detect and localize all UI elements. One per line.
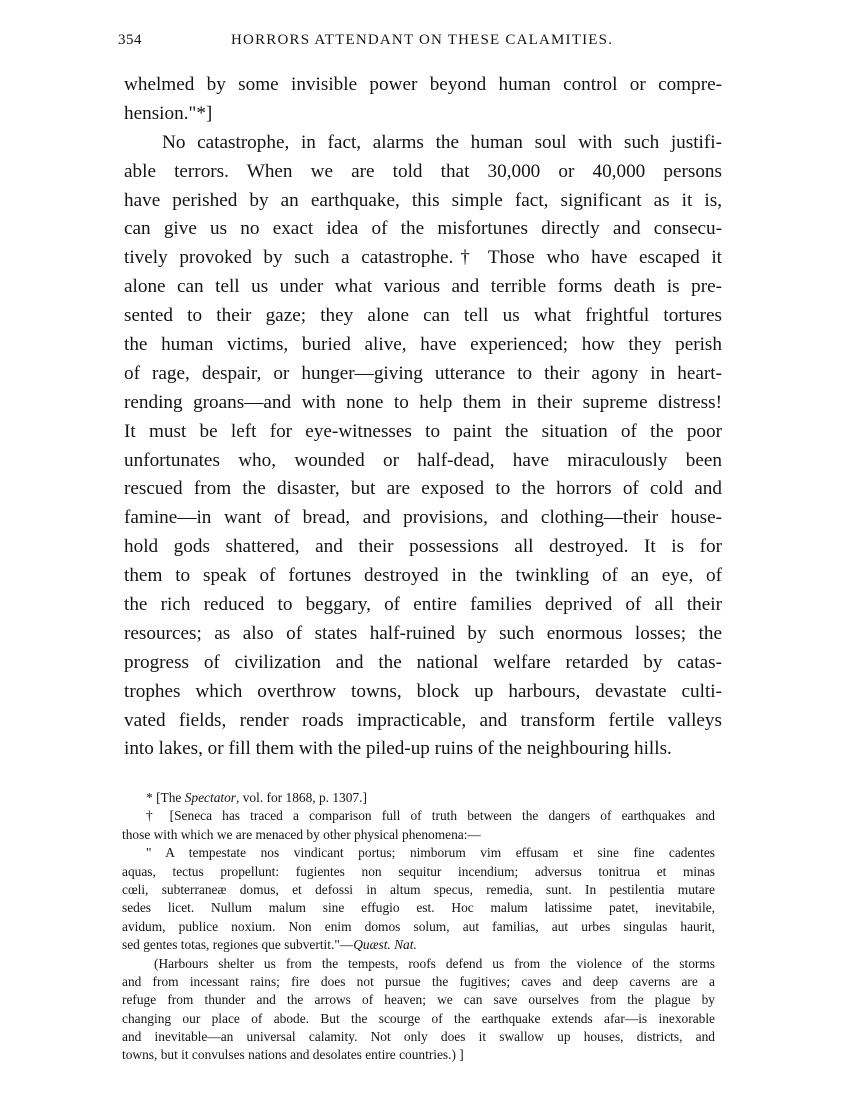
body-line: them to speak of fortunes destroyed in the twinkling of an eye, of [124,565,722,587]
body-line: the human victims, buried alive, have experienced; how they perish [124,334,722,356]
latin-quote-line: avidum, publice noxium. Non enim domos solum, aut familias, aut urbes singulas haurit, [122,918,715,934]
body-line: into lakes, or fill them with the piled-up ruins of the neighbouring hills. [124,738,672,760]
latin-quote-line: sedes licet. Nullum malum sine effugio est. Hoc malum latissime patet, inevitabile, [122,900,715,916]
body-line: able terrors. When we are told that 30,000 or 40,000 persons [124,160,722,182]
latin-quote-line [122,936,715,954]
body-line: resources; as also of states half-ruined by such enormous losses; the [124,622,722,644]
latin-quote-text: sed gentes totas, regiones que subvertit."— [122,937,354,953]
latin-quote-source: Quæst. Nat. [353,937,417,953]
footnote-text: [The [156,790,185,805]
body-line: No catastrophe, in fact, alarms the human soul with such justifi- [162,131,722,153]
running-head [118,32,728,56]
body-line: trophes which overthrow towns, block up harbours, devastate culti- [124,680,722,702]
body-text [124,71,722,764]
body-line: famine—in want of bread, and provisions, and clothing—their house- [124,507,722,529]
body-line: rending groans—and with none to help them in their supreme distress! [124,391,722,413]
body-line: tively provoked by such a catastrophe.† Those who have escaped it [124,247,722,269]
body-line: of rage, despair, or hunger—giving utterance to their agony in heart- [124,362,722,384]
footnote-italic-title: Spectator [184,790,237,805]
body-line: progress of civilization and the national welfare retarded by catas- [124,651,722,673]
body-line: hold gods shattered, and their possessions all destroyed. It is for [124,536,722,558]
body-line: whelmed by some invisible power beyond human control or compre- [124,74,722,95]
running-title: HORRORS ATTENDANT ON THESE CALAMITIES. [231,32,614,48]
latin-quote-line: " A tempestate nos vindicant portus; nimborum vim effusam et sine fine cadentes [146,845,715,861]
footnote-dagger-line: those with which we are menaced by other physical phenomena:— [122,826,481,842]
translation-line: towns, but it convulses nations and desolates entire countries.) ] [122,1047,464,1063]
footnote-dagger-line: † [Seneca has traced a comparison full of truth between the dangers of earthquakes and [146,808,715,824]
body-line: rescued from the disaster, but are exposed to the horrors of cold and [124,478,722,500]
translation-line: (Harbours shelter us from the tempests, roofs defend us from the violence of the storms [154,955,715,971]
body-line: can give us no exact idea of the misfortunes directly and consecu- [124,218,722,240]
footnote-text: , vol. for 1868, p. 1307.] [236,790,367,805]
page-number: 354 [118,32,142,48]
latin-quote-line: cœli, subterraneæ domus, et defossi in altum specus, remedia, sunt. In pestilentia mutare [122,881,715,897]
body-line: hension."*] [124,102,213,124]
translation-line: and inevitable—an universal calamity. Not only does it swallow up houses, districts, and [122,1029,715,1045]
latin-quote-line: aquas, tectus propellunt: fugientes non sequitur incendium; adversus tonitrua et minas [122,863,715,879]
translation-line: refuge from thunder and the arrows of heaven; we can save ourselves from the plague by [122,992,715,1008]
body-line: vated fields, render roads impracticable, and transform fertile valleys [124,709,722,731]
body-line: unfortunates who, wounded or half-dead, have miraculously been [124,449,722,471]
translation-line: and from incessant rains; fire does not pursue the fugitives; caves and deep caverns are a [122,973,715,989]
body-line: It must be left for eye-witnesses to paint the situation of the poor [124,420,722,442]
body-line: alone can tell us under what various and terrible forms death is pre- [124,276,722,298]
footnote-marker: * [146,790,153,805]
footnotes [122,789,715,1065]
body-line: the rich reduced to beggary, of entire families deprived of all their [124,594,722,616]
footnote-star [146,789,715,807]
translation-line: changing our place of abode. But the scourge of the earthquake extends afar—is inexorable [122,1010,715,1026]
body-line: sented to their gaze; they alone can tell us what frightful tortures [124,305,722,327]
body-line: have perished by an earthquake, this simple fact, significant as it is, [124,189,722,211]
